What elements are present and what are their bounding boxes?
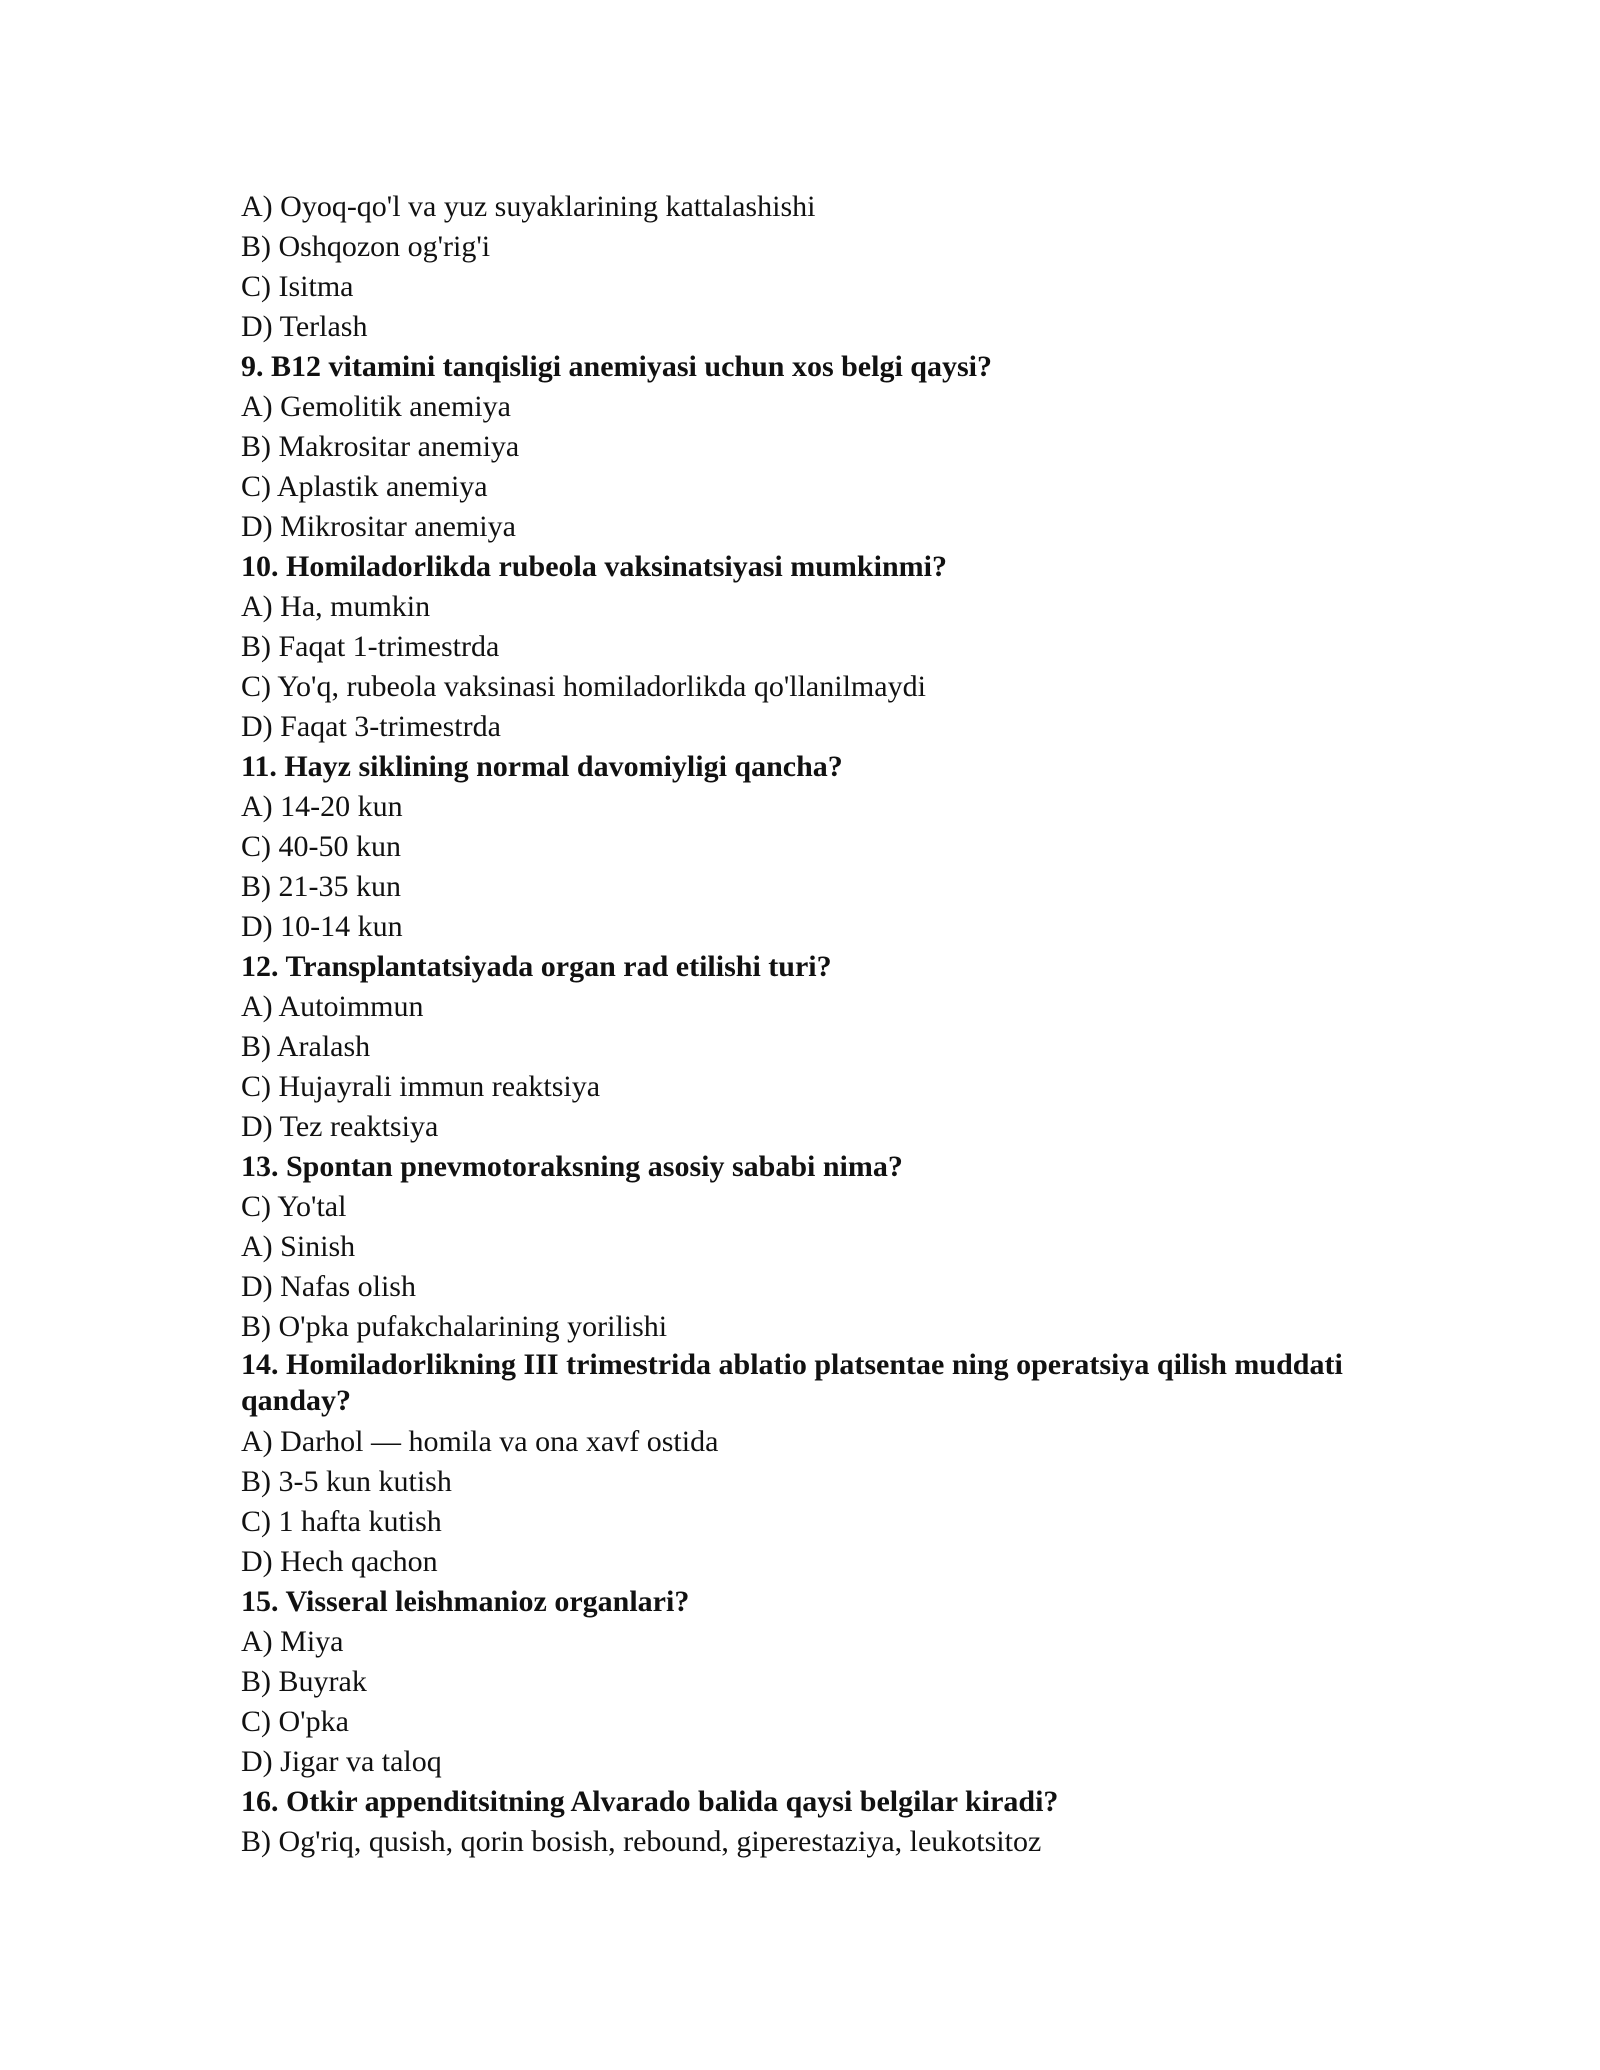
answer-option: A) Miya: [241, 1625, 344, 1658]
question-text: 9. B12 vitamini tanqisligi anemiyasi uchun xos belgi qaysi?: [241, 350, 992, 383]
answer-option: A) Darhol — homila va ona xavf ostida: [241, 1425, 719, 1458]
answer-option: A) Autoimmun: [241, 990, 424, 1023]
answer-option: B) 3-5 kun kutish: [241, 1465, 452, 1498]
answer-option: D) Terlash: [241, 310, 368, 343]
answer-option: D) 10-14 kun: [241, 910, 403, 943]
answer-option: C) 1 hafta kutish: [241, 1505, 442, 1538]
question-text: 14. Homiladorlikning III trimestrida ablatio platsentae ning operatsiya qilish muddati qanday?: [241, 1348, 1343, 1417]
answer-option: C) Yo'q, rubeola vaksinasi homiladorlikda qo'llanilmaydi: [241, 670, 926, 703]
question-text: 12. Transplantatsiyada organ rad etilishi turi?: [241, 950, 832, 983]
answer-option: C) 40-50 kun: [241, 830, 401, 863]
answer-option: C) Isitma: [241, 270, 354, 303]
question-text: 15. Visseral leishmanioz organlari?: [241, 1585, 690, 1618]
answer-option: C) Aplastik anemiya: [241, 470, 488, 503]
answer-option: B) Aralash: [241, 1030, 371, 1063]
answer-option: A) Oyoq-qo'l va yuz suyaklarining kattalashishi: [241, 190, 816, 223]
answer-option: B) Makrositar anemiya: [241, 430, 520, 463]
question-text: 11. Hayz siklining normal davomiyligi qancha?: [241, 750, 843, 783]
answer-option: D) Nafas olish: [241, 1270, 416, 1303]
answer-option: B) Faqat 1-trimestrda: [241, 630, 500, 663]
question-text: 13. Spontan pnevmotoraksning asosiy sababi nima?: [241, 1150, 903, 1183]
answer-option: A) Ha, mumkin: [241, 590, 431, 623]
answer-option: A) Gemolitik anemiya: [241, 390, 511, 423]
answer-option: B) Og'riq, qusish, qorin bosish, rebound, giperestaziya, leukotsitoz: [241, 1825, 1042, 1858]
answer-option: B) Buyrak: [241, 1665, 367, 1698]
answer-option: D) Faqat 3-trimestrda: [241, 710, 501, 743]
answer-option: B) Oshqozon og'rig'i: [241, 230, 491, 263]
answer-option: D) Tez reaktsiya: [241, 1110, 439, 1143]
answer-option: D) Jigar va taloq: [241, 1745, 442, 1778]
question-text: 10. Homiladorlikda rubeola vaksinatsiyasi mumkinmi?: [241, 550, 947, 583]
answer-option: D) Hech qachon: [241, 1545, 438, 1578]
answer-option: A) Sinish: [241, 1230, 356, 1263]
answer-option: D) Mikrositar anemiya: [241, 510, 516, 543]
question-text: 16. Otkir appenditsitning Alvarado balida qaysi belgilar kiradi?: [241, 1785, 1059, 1818]
question-list: [241, 187, 1421, 1862]
answer-option: B) 21-35 kun: [241, 870, 401, 903]
answer-option: C) O'pka: [241, 1705, 349, 1738]
answer-option: C) Yo'tal: [241, 1190, 347, 1223]
answer-option: B) O'pka pufakchalarining yorilishi: [241, 1310, 668, 1343]
answer-option: C) Hujayrali immun reaktsiya: [241, 1070, 601, 1103]
answer-option: A) 14-20 kun: [241, 790, 403, 823]
